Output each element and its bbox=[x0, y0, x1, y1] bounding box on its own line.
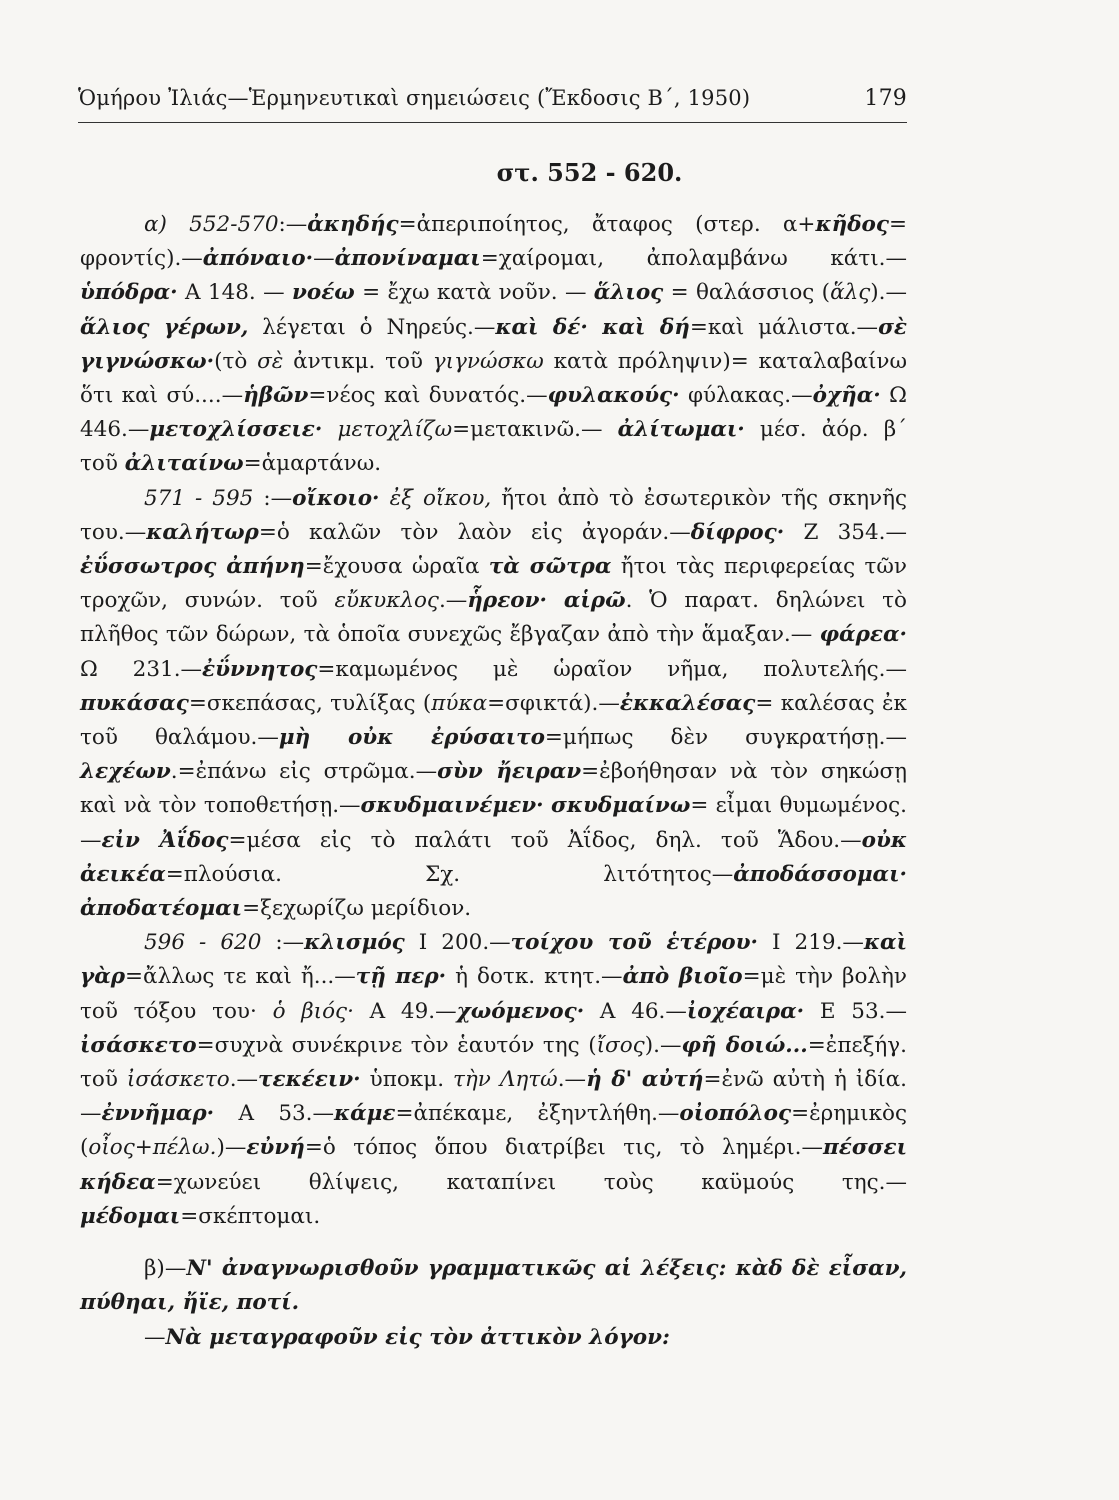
lemma-term: σκυδμαίνω bbox=[551, 793, 691, 819]
gloss-text: :— bbox=[253, 485, 293, 511]
italic-text: γιγνώσκω bbox=[432, 348, 544, 374]
lemma-term: ἐΰννητος bbox=[202, 656, 318, 682]
gloss-text: — bbox=[144, 1324, 166, 1350]
gloss-text: Ι 200.— bbox=[404, 930, 511, 956]
gloss-text: = θαλάσσιος ( bbox=[663, 280, 831, 306]
lemma-term: χωόμενος· bbox=[456, 998, 585, 1024]
gloss-text: ἀντικμ. τοῦ bbox=[283, 348, 433, 374]
gloss-text bbox=[547, 588, 564, 613]
gloss-text: Α 53.— bbox=[214, 1101, 335, 1127]
lemma-term: ἀπὸ βιοῖο bbox=[622, 964, 743, 990]
lemma-term: Νὰ μεταγραφοῦν εἰς τὸν ἀττικὸν λόγον: bbox=[165, 1324, 670, 1350]
paragraph-b-exercise bbox=[80, 1252, 907, 1320]
gloss-text: λέγεται ὁ Νηρεύς.— bbox=[248, 314, 496, 340]
gloss-text: Ε 53.— bbox=[804, 998, 907, 1024]
italic-text: πύκα bbox=[431, 690, 488, 716]
gloss-text: ).— bbox=[870, 280, 907, 306]
gloss-text: ἡ δοτκ. κτητ.— bbox=[446, 964, 623, 990]
italic-text: οἶος+πέλω. bbox=[88, 1135, 217, 1161]
lemma-term: ἀποδατέομαι bbox=[80, 896, 243, 922]
gloss-text: .— bbox=[557, 1067, 587, 1093]
lemma-term: κλισμός bbox=[304, 930, 405, 956]
lemma-term: ἐννῆμαρ· bbox=[101, 1101, 215, 1127]
gloss-text: ὑποκμ. bbox=[360, 1067, 454, 1093]
gloss-text: =μήπως δὲν συγκρατήσῃ.— bbox=[544, 725, 907, 751]
gloss-text: =συχνὰ συνέκρινε τὸν ἑαυτόν της ( bbox=[196, 1032, 597, 1058]
italic-text: ἴσος bbox=[596, 1032, 645, 1058]
italic-text: 571 - 595 bbox=[144, 485, 254, 511]
paragraph-a-552-570 bbox=[80, 208, 907, 482]
lemma-term: τεκέειν· bbox=[258, 1067, 361, 1093]
gloss-text: :— bbox=[261, 930, 305, 956]
gloss-text: =σκεπάσας, τυλίξας ( bbox=[188, 690, 432, 716]
gloss-text bbox=[544, 793, 551, 818]
gloss-text: . Ὁ παρατ. δηλώνει τὸ πλῆθος τῶν δώρων, τὰ ὁποῖα συνεχῶς ἔβγαζαν ἀπὸ τὴν ἅμαξαν.— bbox=[80, 588, 907, 648]
lemma-term: ἀλιταίνω bbox=[124, 451, 244, 477]
gloss-text: φύλακας.— bbox=[679, 383, 813, 409]
gloss-text: =ἁμαρτάνω. bbox=[243, 451, 382, 477]
lemma-term: ἐΰσσωτρος ἀπήνη bbox=[80, 554, 305, 580]
gloss-text: Ω 231.— bbox=[80, 656, 203, 682]
gloss-text: .=ἐπάνω εἰς στρῶμα.— bbox=[170, 759, 438, 785]
lemma-term: ἀπόναιο· bbox=[202, 246, 314, 272]
lemma-term: νοέω bbox=[291, 280, 355, 306]
lemma-term: εὐνή bbox=[246, 1135, 305, 1161]
commentary-body bbox=[80, 208, 907, 1355]
lemma-term: φῆ δοιώ... bbox=[681, 1032, 808, 1058]
italic-text: τὴν Λητώ bbox=[453, 1067, 558, 1093]
gloss-text: β)— bbox=[144, 1256, 187, 1282]
gloss-text: κατὰ πρόληψιν)= καταλαβαίνω ὅτι καὶ σύ....— bbox=[80, 348, 908, 409]
gloss-text: =σφικτά).— bbox=[487, 690, 620, 716]
gloss-text: (τὸ bbox=[214, 348, 258, 374]
gloss-text: =μετακινῶ.— bbox=[452, 417, 618, 443]
lemma-term: σκυδμαινέμεν· bbox=[360, 793, 544, 819]
gloss-text: =ἐνῶ αὐτὴ ἡ ἰδία.— bbox=[80, 1067, 908, 1127]
italic-text: 552-570 bbox=[189, 212, 279, 237]
lemma-term: ἰσάσκετο bbox=[80, 1032, 197, 1058]
italic-text: 596 - 620 bbox=[144, 930, 262, 956]
gloss-text bbox=[322, 417, 337, 442]
gloss-text bbox=[380, 486, 390, 511]
lemma-term: τῇ περ· bbox=[355, 964, 447, 990]
gloss-text: Ω 446.— bbox=[80, 383, 907, 443]
gloss-text: =ἔχουσα ὡραῖα bbox=[304, 554, 489, 580]
running-header bbox=[78, 86, 907, 111]
lemma-term: ἡ δ' αὐτή bbox=[586, 1067, 704, 1093]
gloss-text: =σκέπτομαι. bbox=[180, 1203, 321, 1229]
gloss-text: =ἐβοήθησαν νὰ τὸν σηκώσῃ καὶ νὰ τὸν τοποθετήσῃ.— bbox=[80, 759, 908, 819]
lemma-term: ἐκκαλέσας bbox=[619, 690, 756, 716]
gloss-text: = εἶμαι θυμωμένος.— bbox=[80, 793, 907, 853]
gloss-text: ἤτοι ἀπὸ τὸ ἐσωτερικὸν τῆς σκηνῆς του.— bbox=[80, 485, 907, 545]
lemma-term: οὐκ ἀεικέα bbox=[80, 827, 908, 887]
lemma-term: μετοχλίσσειε· bbox=[149, 417, 323, 443]
gloss-text: = καλέσας ἐκ τοῦ θαλάμου.— bbox=[80, 690, 907, 751]
gloss-text: =ἀπεριποίητος, ἄταφος (στερ. α+ bbox=[398, 212, 816, 237]
italic-text: ὁ βιός· bbox=[272, 998, 354, 1024]
paragraph-596-620 bbox=[80, 926, 907, 1234]
italic-text: α) bbox=[144, 212, 190, 237]
gloss-text: Α 49.— bbox=[353, 998, 457, 1024]
gloss-text: =μέσα εἰς τὸ παλάτι τοῦ Ἀΐδος, δηλ. τοῦ Ἅδου.— bbox=[228, 827, 862, 853]
lemma-term: ἧρεον· bbox=[467, 588, 548, 614]
lemma-term: ἅλιος bbox=[593, 280, 664, 306]
lemma-term: λεχέων bbox=[80, 759, 171, 785]
gloss-text: =χωνεύει θλίψεις, καταπίνει τοὺς καϋμούς της.— bbox=[155, 1169, 907, 1195]
gloss-text: μέσ. ἀόρ. β΄ τοῦ bbox=[80, 417, 907, 477]
lemma-term: πέσσει κήδεα bbox=[80, 1135, 907, 1195]
italic-text: μετοχλίζω bbox=[337, 417, 453, 443]
gloss-text: ).— bbox=[644, 1032, 682, 1058]
lemma-term: ἀπονίναμαι bbox=[334, 246, 481, 272]
gloss-text: .— bbox=[438, 588, 468, 614]
lemma-term: καὶ γὰρ bbox=[80, 930, 907, 990]
gloss-text: )— bbox=[216, 1135, 247, 1161]
paragraph-b-translate bbox=[80, 1321, 907, 1355]
lemma-term: ἀποδάσσομαι· bbox=[733, 861, 907, 887]
gloss-text: =πλούσια. Σχ. λιτότητος— bbox=[165, 861, 734, 887]
gloss-text: =ἐρημικὸς ( bbox=[80, 1101, 907, 1161]
lemma-term: ἀκηδής bbox=[307, 212, 399, 237]
gloss-text: =νέος καὶ δυνατός.— bbox=[308, 383, 548, 409]
lemma-term: εἰν Ἀΐδος bbox=[101, 827, 229, 853]
lemma-term: καλήτωρ bbox=[146, 519, 259, 545]
gloss-text: — bbox=[313, 246, 335, 272]
header-rule bbox=[78, 122, 907, 123]
gloss-text: ἤτοι τὰς περιφερείας τῶν τροχῶν, συνών. τοῦ bbox=[80, 554, 907, 614]
gloss-text: :— bbox=[278, 212, 308, 237]
lemma-term: ἅλιος γέρων, bbox=[80, 314, 249, 340]
gloss-text: =καμωμένος μὲ ὡραῖον νῆμα, πολυτελής.— bbox=[317, 656, 908, 682]
gloss-text: =ὁ καλῶν τὸν λαὸν εἰς ἀγοράν.— bbox=[258, 519, 691, 545]
lemma-term: φάρεα· bbox=[819, 622, 907, 648]
italic-text: εὔκυκλος bbox=[334, 588, 439, 614]
lemma-term: Ν' ἀναγνωρισθοῦν γραμματικῶς αἱ λέξεις: κὰδ δὲ εἶσαν, πύθηαι, ἤϊε, ποτί. bbox=[80, 1256, 907, 1316]
lemma-term: ἰοχέαιρα· bbox=[686, 998, 805, 1024]
lemma-term: ἀλίτωμαι· bbox=[617, 417, 745, 443]
running-title: Ὁμήρου Ἰλιάς—Ἑρμηνευτικαὶ σημειώσεις (Ἔκδοσις Β΄, 1950) bbox=[78, 86, 751, 110]
lemma-term: οἰοπόλος bbox=[679, 1101, 792, 1127]
paragraph-571-595 bbox=[80, 482, 907, 927]
italic-text: σὲ bbox=[257, 348, 284, 374]
lemma-term: σὺν ἤειραν bbox=[437, 759, 582, 785]
gloss-text: Α 46.— bbox=[584, 998, 687, 1024]
italic-text: ἰσάσκετο bbox=[126, 1067, 230, 1093]
lemma-term: κῆδος bbox=[815, 212, 889, 237]
lemma-term: ὀχῆα· bbox=[812, 383, 881, 409]
lemma-term: ἡβῶν bbox=[243, 383, 309, 409]
section-title: στ. 552 - 620. bbox=[496, 158, 683, 187]
lemma-term: δίφρος· bbox=[690, 519, 785, 545]
gloss-text: =ἐπεξήγ. τοῦ bbox=[80, 1032, 907, 1093]
gloss-text: =μὲ τὴν βολὴν τοῦ τόξου του· bbox=[80, 964, 907, 1024]
gloss-text: =ὁ τόπος ὅπου διατρίβει τις, τὸ λημέρι.— bbox=[304, 1135, 824, 1161]
page-number: 179 bbox=[864, 86, 907, 111]
gloss-text: =ἀπέκαμε, ἐξηντλήθη.— bbox=[395, 1101, 680, 1127]
lemma-term: μέδομαι bbox=[80, 1203, 181, 1229]
lemma-term: οἴκοιο· bbox=[292, 485, 380, 511]
lemma-term: μὴ οὐκ ἐρύσαιτο bbox=[278, 725, 545, 751]
gloss-text: Ζ 354.— bbox=[784, 519, 907, 545]
lemma-term: πυκάσας bbox=[80, 690, 189, 716]
gloss-text: =ξεχωρίζω μερίδιον. bbox=[242, 896, 472, 922]
lemma-term: αἱρῶ bbox=[563, 588, 626, 614]
gloss-text: Ι 219.— bbox=[758, 930, 864, 956]
gloss-text: .— bbox=[229, 1067, 259, 1093]
lemma-term: ὑπόδρα· bbox=[80, 280, 178, 306]
gloss-text: =καὶ μάλιστα.— bbox=[689, 314, 879, 340]
lemma-term: σὲ γιγνώσκω· bbox=[80, 314, 907, 374]
gloss-text: Α 148. — bbox=[177, 280, 292, 306]
italic-text: ἅλς bbox=[830, 280, 871, 306]
italic-text: ἐξ οἴκου, bbox=[389, 485, 492, 511]
lemma-term: κάμε bbox=[334, 1101, 396, 1127]
lemma-term: τὰ σῶτρα bbox=[488, 554, 612, 580]
lemma-term: φυλακούς· bbox=[547, 383, 680, 409]
gloss-text: = ἔχω κατὰ νοῦν. — bbox=[354, 280, 594, 306]
lemma-term: τοίχου τοῦ ἑτέρου· bbox=[510, 930, 758, 956]
lemma-term: καὶ δέ· καὶ δή bbox=[495, 314, 690, 340]
gloss-text: =ἄλλως τε καὶ ἤ...— bbox=[125, 964, 356, 990]
gloss-text: = φροντίς).— bbox=[80, 212, 907, 272]
gloss-text: =χαίρομαι, ἀπολαμβάνω κάτι.— bbox=[480, 246, 907, 272]
